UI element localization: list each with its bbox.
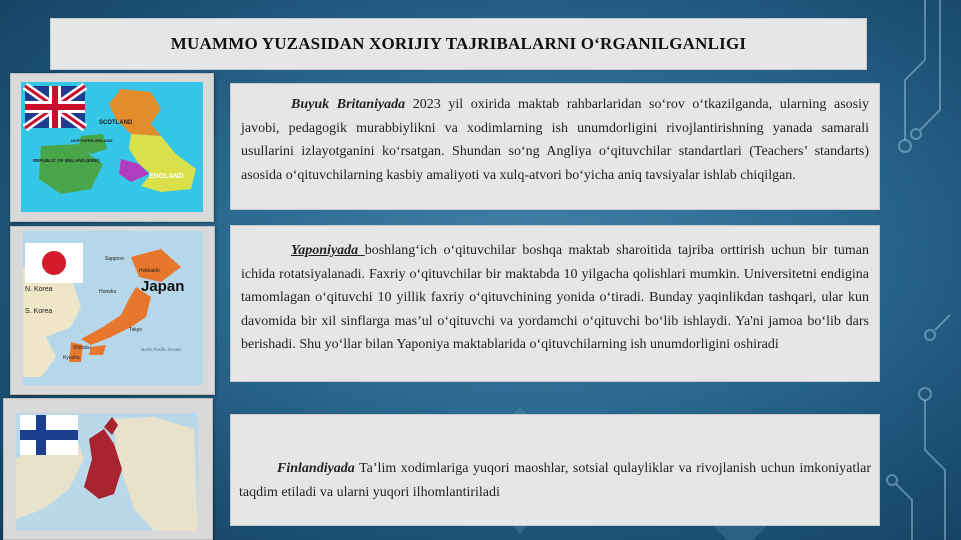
finland-map-image — [3, 398, 213, 540]
uk-map-image — [10, 73, 214, 222]
card-lead: Buyuk Britaniyada — [291, 97, 406, 112]
japan-label-kyushu: Kyushu — [63, 355, 80, 361]
japan-map-image — [10, 226, 215, 395]
japan-label-shikoku: Shikoku — [73, 345, 91, 351]
card-united-kingdom — [230, 83, 880, 210]
card-lead: Yaponiyada — [291, 243, 365, 258]
uk-label-republic-of-ireland: REPUBLIC OF IRELAND (EIRE) — [33, 158, 100, 163]
japan-label-pacific: North Pacific Ocean — [141, 347, 182, 352]
uk-label-england: ENGLAND — [149, 173, 184, 180]
card-japan — [230, 225, 880, 382]
japan-label-south-korea: S. Korea — [25, 308, 53, 315]
card-text — [239, 457, 871, 504]
card-body: 2023 yil oxirida maktab rahbarlaridan so‘rov o‘tkazilganda, ularning asosiy javobi, pedagogik murabbiylikni va xodimlarning ish unumdorligini rivojlantirishning yanada samarali usullarini izlayotganini ko‘rsatgan. Shundan so‘ng Angliya o‘qituvchilar standartlari (Teachers’ standarts) asosida o‘qituvchilarning kasbiy amaliyoti va xulq-atvori bo‘yicha aniq tavsiyalar ishlab chiqilgan. — [241, 97, 869, 183]
japan-label-north-korea: N. Korea — [25, 286, 53, 293]
uk-label-scotland: SCOTLAND — [99, 120, 133, 126]
page-title: MUAMMO YUZASIDAN XORIJIY TAJRIBALARNI O‘RGANILGANLIGI — [170, 34, 747, 53]
card-text — [241, 239, 869, 357]
japan-label-hokkaido: Hokkaido — [139, 268, 160, 274]
japan-label-japan: Japan — [141, 278, 185, 295]
japan-map-icon — [11, 227, 214, 394]
card-body: Ta’lim xodimlariga yuqori maoshlar, sotsial qulayliklar va rivojlanish uchun imkoniyatlar taqdim etiladi va ularni yuqori ilhomlantiriladi — [239, 461, 871, 500]
japan-label-sapporo: Sapporo — [105, 256, 124, 262]
japan-label-tokyo: Tokyo — [129, 327, 143, 333]
japan-label-honshu: Honshu — [99, 289, 117, 295]
card-text — [241, 93, 869, 187]
card-lead: Finlandiyada — [277, 461, 355, 476]
card-body: boshlang‘ich o‘qituvchilar boshqa maktab sharoitida tajriba orttirish uchun bir tuman ichida rotatsiyalanadi. Faxriy o‘qituvchilar bir maktabda 10 yilgacha qolishlari mumkin. Universitetni endigina tamomlagan o‘qituvchi 10 yillik faxriy o‘qituvchining yonida o‘tiradi. Bunday yaqinlikdan tashqari, ular kun davomida bir xil sinflarga mas’ul o‘qituvchi va yordamchi o‘qituvchi bo‘lib ishlaydi. Ya'ni jamoa bo‘lib dars berishadi. Shu yo‘llar bilan Yaponiya maktablarida o‘qituvchilarning ish unumdorligini oshiradi — [241, 243, 869, 352]
title-bar — [50, 18, 867, 70]
card-finland — [230, 414, 880, 526]
uk-label-northern-ireland: NORTHERN IRELAND — [71, 138, 113, 143]
uk-map-icon — [11, 74, 213, 221]
finland-map-icon — [4, 399, 212, 539]
